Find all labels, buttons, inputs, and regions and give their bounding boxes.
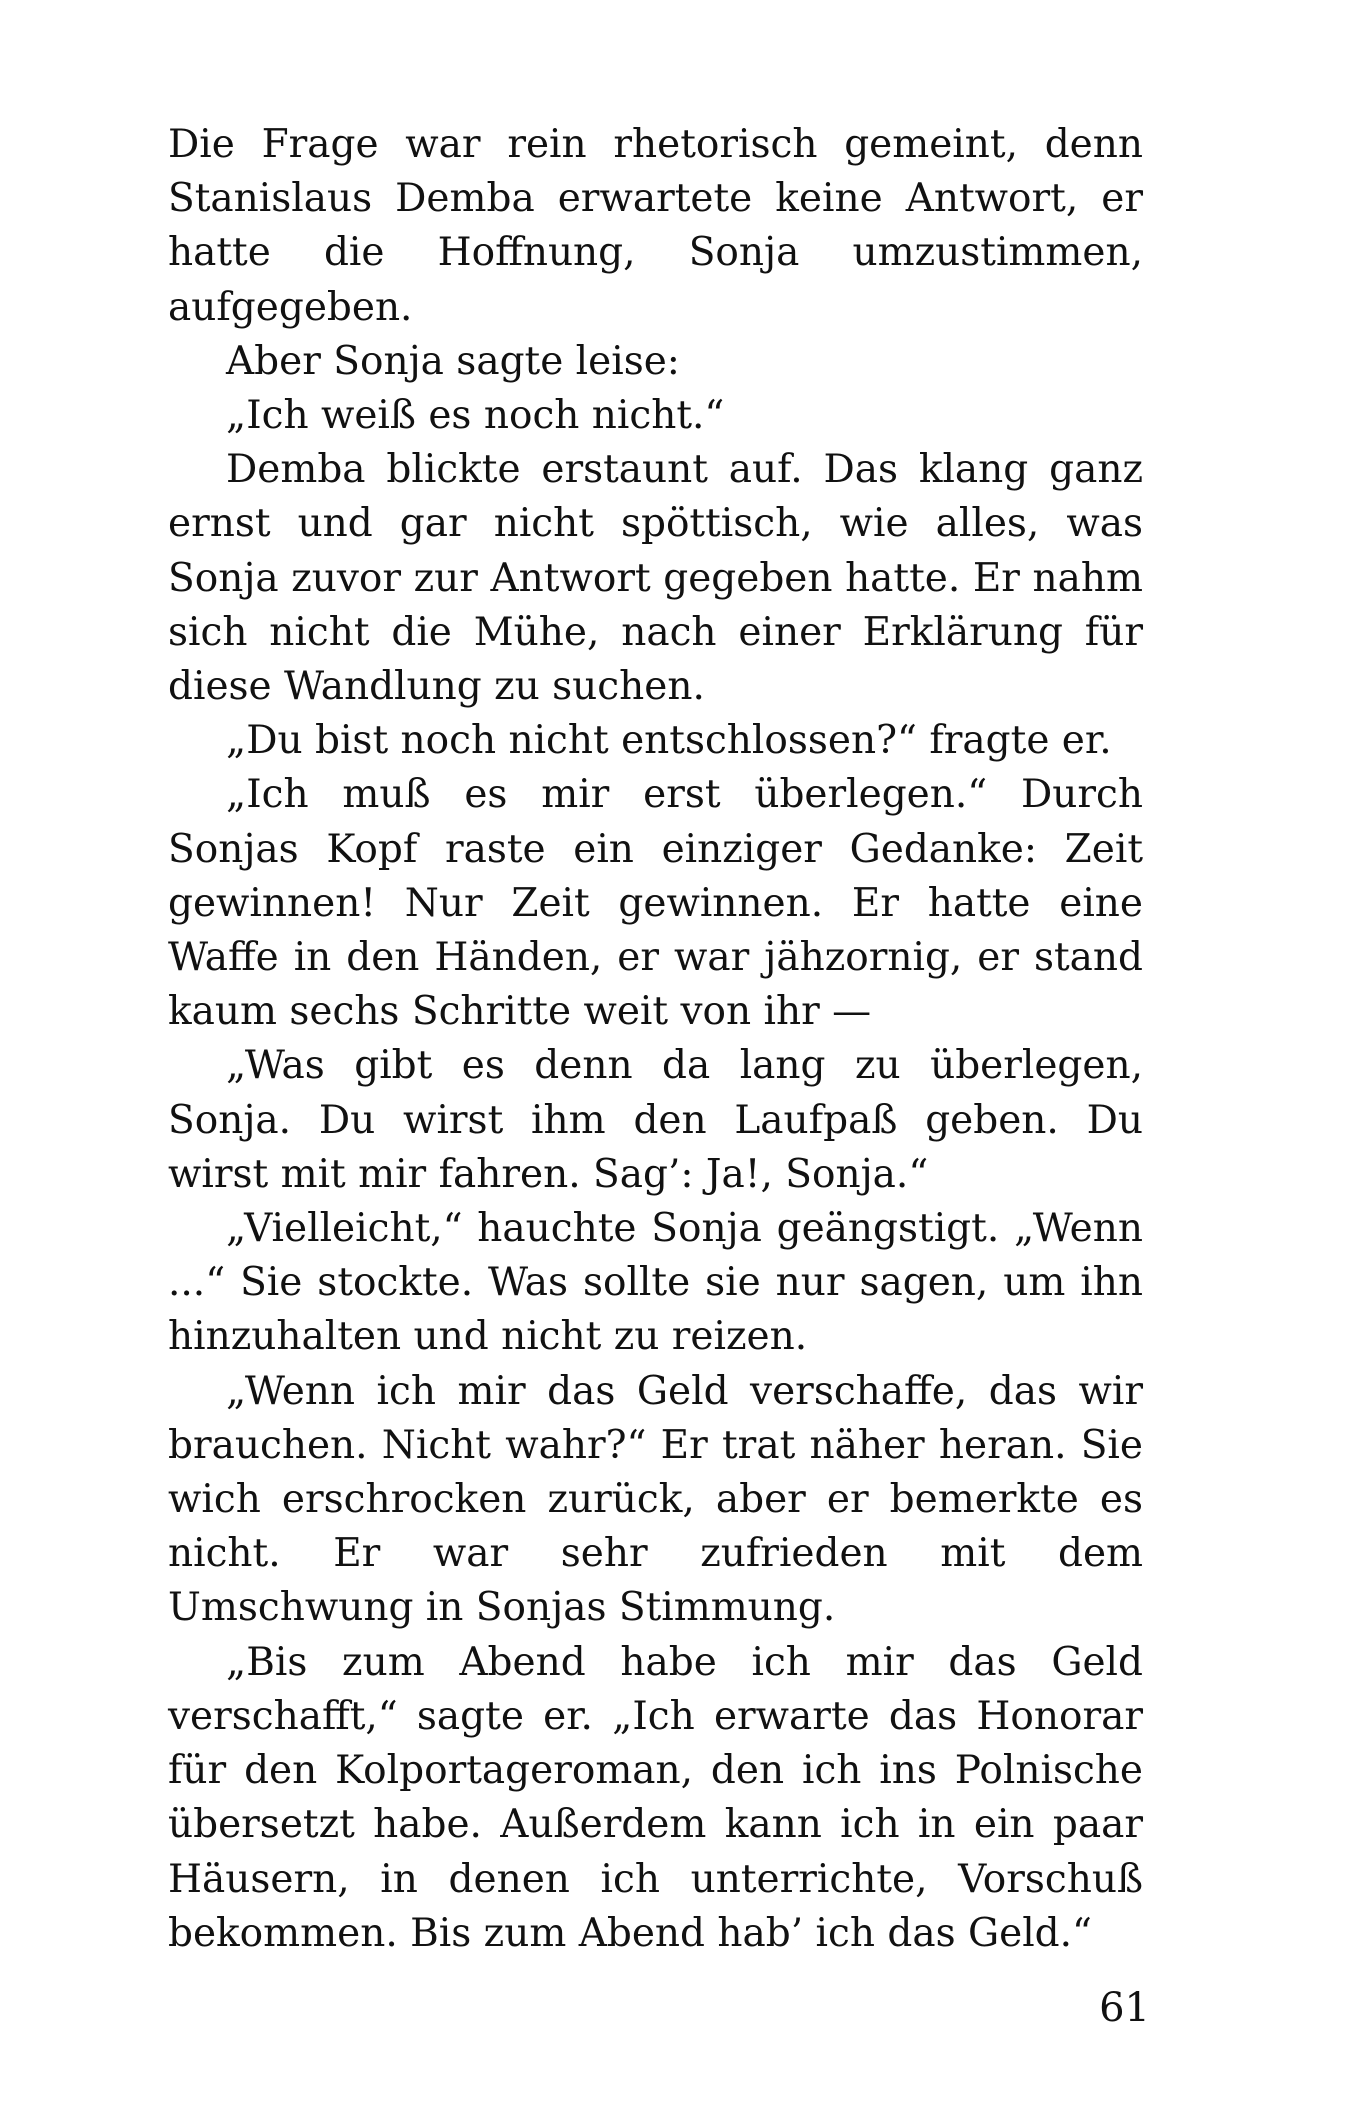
paragraph-5: „Du bist noch nicht entschlossen?“ fragte er. xyxy=(226,718,1112,764)
paragraph-9: „Wenn ich mir das Geld verschaffe, das wir brauchen. Nicht wahr?“ Er trat näher heran. Sie wich erschrocken zurück, aber er bemerkte es nicht. Er war sehr zufrieden mit dem Umschwung in Sonjas Stimmung. xyxy=(168,1368,1143,1631)
paragraph-6: „Ich muß es mir erst überlegen.“ Durch Sonjas Kopf raste ein einziger Gedanke: Zeit gewinnen! Nur Zeit gewinnen. Er hatte eine Waffe in den Händen, er war jähzornig, er stand kaum sechs Schritte weit von ihr — xyxy=(168,772,1143,1035)
paragraph-4: Demba blickte erstaunt auf. Das klang ganz ernst und gar nicht spöttisch, wie alles, was Sonja zuvor zur Antwort gegeben hatte. Er nahm sich nicht die Mühe, nach einer Erklärung für diese Wandlung zu suchen. xyxy=(168,447,1143,710)
paragraph-10: „Bis zum Abend habe ich mir das Geld verschafft,“ sagte er. „Ich erwarte das Honorar für den Kolportageroman, den ich ins Polnische übersetzt habe. Außerdem kann ich in ein paar Häusern, in denen ich unterrichte, Vorschuß bekommen. Bis zum Abend hab’ ich das Geld.“ xyxy=(168,1639,1143,1956)
body-text xyxy=(168,118,1143,1961)
paragraph-7: „Was gibt es denn da lang zu überlegen, Sonja. Du wirst ihm den Laufpaß geben. Du wirst mit mir fahren. Sag’: Ja!, Sonja.“ xyxy=(168,1043,1143,1197)
paragraph-2: Aber Sonja sagte leise: xyxy=(226,338,680,384)
paragraph-3: „Ich weiß es noch nicht.“ xyxy=(226,393,725,439)
page-number: 61 xyxy=(1099,1985,1150,2031)
paragraph-1: Die Frage war rein rhetorisch gemeint, denn Stanislaus Demba erwartete keine Antwort, er hatte die Hoffnung, Sonja umzustimmen, aufgegeben. xyxy=(168,122,1143,330)
paragraph-8: „Vielleicht,“ hauchte Sonja geängstigt. „Wenn ...“ Sie stockte. Was sollte sie nur sagen, um ihn hinzuhalten und nicht zu reizen. xyxy=(168,1206,1143,1360)
